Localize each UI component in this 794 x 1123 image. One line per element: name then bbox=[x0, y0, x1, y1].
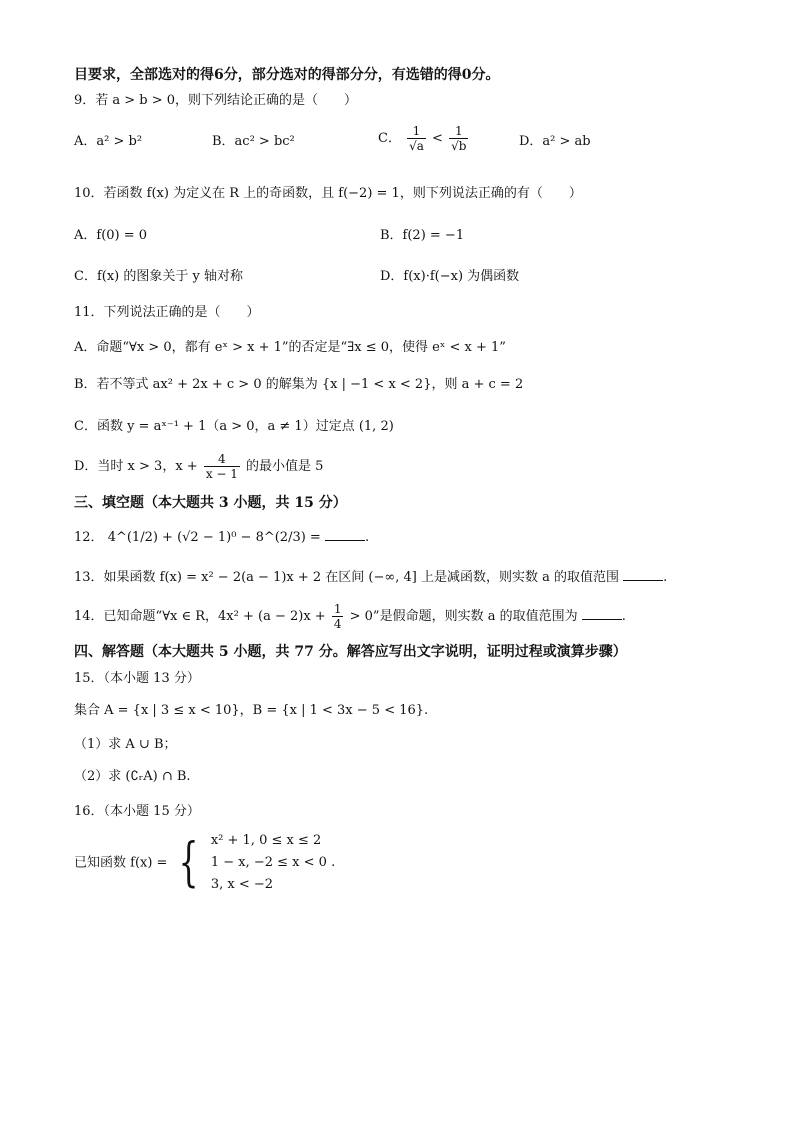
q13-end: . bbox=[663, 570, 668, 585]
q11-option-b: B．若不等式 ax² + 2x + c > 0 的解集为 {x | −1 < x < 2}，则 a + c = 2 bbox=[74, 377, 524, 392]
q9-option-b: B．ac² > bc² bbox=[212, 134, 295, 149]
q13-answer-blank[interactable] bbox=[623, 568, 663, 581]
q14-end: . bbox=[621, 609, 626, 624]
q11-option-a: A．命题“∀x > 0，都有 eˣ > x + 1”的否定是“∃x ≤ 0，使得 eˣ < x + 1” bbox=[74, 340, 506, 355]
q14 bbox=[74, 602, 626, 631]
q9-option-a: A．a² > b² bbox=[74, 134, 143, 149]
q9-c-num1: 1 bbox=[407, 124, 426, 139]
q14-den: 4 bbox=[333, 617, 342, 631]
q10-stem: 10．若函数 f(x) 为定义在 R 上的奇函数，且 f(−2) = 1，则下列说法正确的有（ ） bbox=[74, 186, 582, 201]
q16-given bbox=[74, 830, 335, 897]
q9-c-den2: √b bbox=[451, 139, 467, 153]
q9-option-c-label: C． bbox=[378, 131, 401, 146]
q15-given: 集合 A = {x | 3 ≤ x < 10}，B = {x | 1 < 3x − 5 < 16}. bbox=[74, 703, 429, 718]
q11-d-num: 4 bbox=[204, 452, 240, 467]
section-4-title: 四、解答题（本大题共 5 小题，共 77 分。解答应写出文字说明，证明过程或演算步骤） bbox=[74, 644, 627, 660]
case-3: 3, x < −2 bbox=[210, 877, 274, 892]
q9-stem: 9．若 a > b > 0，则下列结论正确的是（ ） bbox=[74, 93, 358, 108]
q15-label: 15．（本小题 13 分） bbox=[74, 671, 200, 686]
q9-option-d: D．a² > ab bbox=[519, 134, 591, 149]
q10-option-d: D．f(x)·f(−x) 为偶函数 bbox=[380, 269, 520, 284]
q13-text: 13．如果函数 f(x) = x² − 2(a − 1)x + 2 在区间 (−∞, 4] 上是减函数，则实数 a 的取值范围 bbox=[74, 570, 619, 585]
q12-end: . bbox=[364, 530, 370, 545]
q14-answer-blank[interactable] bbox=[582, 607, 622, 620]
q9-c-lt: < bbox=[432, 131, 443, 146]
q10-option-b: B．f(2) = −1 bbox=[380, 228, 465, 243]
q12 bbox=[74, 528, 369, 547]
q14-pre: 14．已知命题“∀x ∈ R，4x² + (a − 2)x + bbox=[74, 609, 326, 624]
q15-part1: （1）求 A ∪ B； bbox=[74, 737, 177, 752]
q16-label: 16．（本小题 15 分） bbox=[74, 804, 200, 819]
case-2: 1 − x, −2 ≤ x < 0 . bbox=[210, 855, 336, 870]
instruction-text: 目要求，全部选对的得6分，部分选对的得部分分，有选错的得0分。 bbox=[74, 67, 500, 83]
q11-option-c: C．函数 y = aˣ⁻¹ + 1（a > 0，a ≠ 1）过定点 (1, 2) bbox=[74, 419, 394, 434]
q12-expr: 4^(1/2) + (√2 − 1)⁰ − 8^(2/3) = bbox=[107, 530, 321, 545]
q14-post: > 0”是假命题，则实数 a 的取值范围为 bbox=[349, 609, 578, 624]
q11-option-d bbox=[74, 452, 323, 481]
q9-c-den1: √a bbox=[409, 139, 424, 153]
section-3-title: 三、填空题（本大题共 3 小题，共 15 分） bbox=[74, 495, 347, 511]
q11-d-frac bbox=[204, 452, 240, 481]
q9-c-num2: 1 bbox=[449, 124, 468, 139]
case-1: x² + 1, 0 ≤ x ≤ 2 bbox=[210, 833, 322, 848]
q12-label: 12． bbox=[74, 530, 104, 545]
q9-option-c-frac1 bbox=[407, 124, 426, 153]
q14-num: 1 bbox=[333, 602, 342, 616]
q11-d-post: 的最小值是 5 bbox=[246, 459, 324, 474]
q15-part2: （2）求 (∁ᵣA) ∩ B. bbox=[74, 769, 191, 784]
q10-option-c: C．f(x) 的图象关于 y 轴对称 bbox=[74, 269, 243, 284]
piecewise-brace: { bbox=[178, 833, 199, 893]
q11-d-pre: D．当时 x > 3，x + bbox=[74, 459, 198, 474]
q16-given-pre: 已知函数 f(x) = bbox=[74, 855, 168, 871]
q10-option-a: A．f(0) = 0 bbox=[74, 228, 148, 243]
q11-stem: 11．下列说法正确的是（ ） bbox=[74, 305, 260, 320]
piecewise-cases bbox=[211, 830, 335, 896]
q13 bbox=[74, 568, 667, 587]
q12-answer-blank[interactable] bbox=[325, 528, 365, 541]
q11-d-den: x − 1 bbox=[205, 467, 238, 481]
q9-option-c bbox=[378, 124, 470, 153]
q14-frac bbox=[332, 602, 344, 631]
q9-option-c-frac2 bbox=[449, 124, 468, 153]
